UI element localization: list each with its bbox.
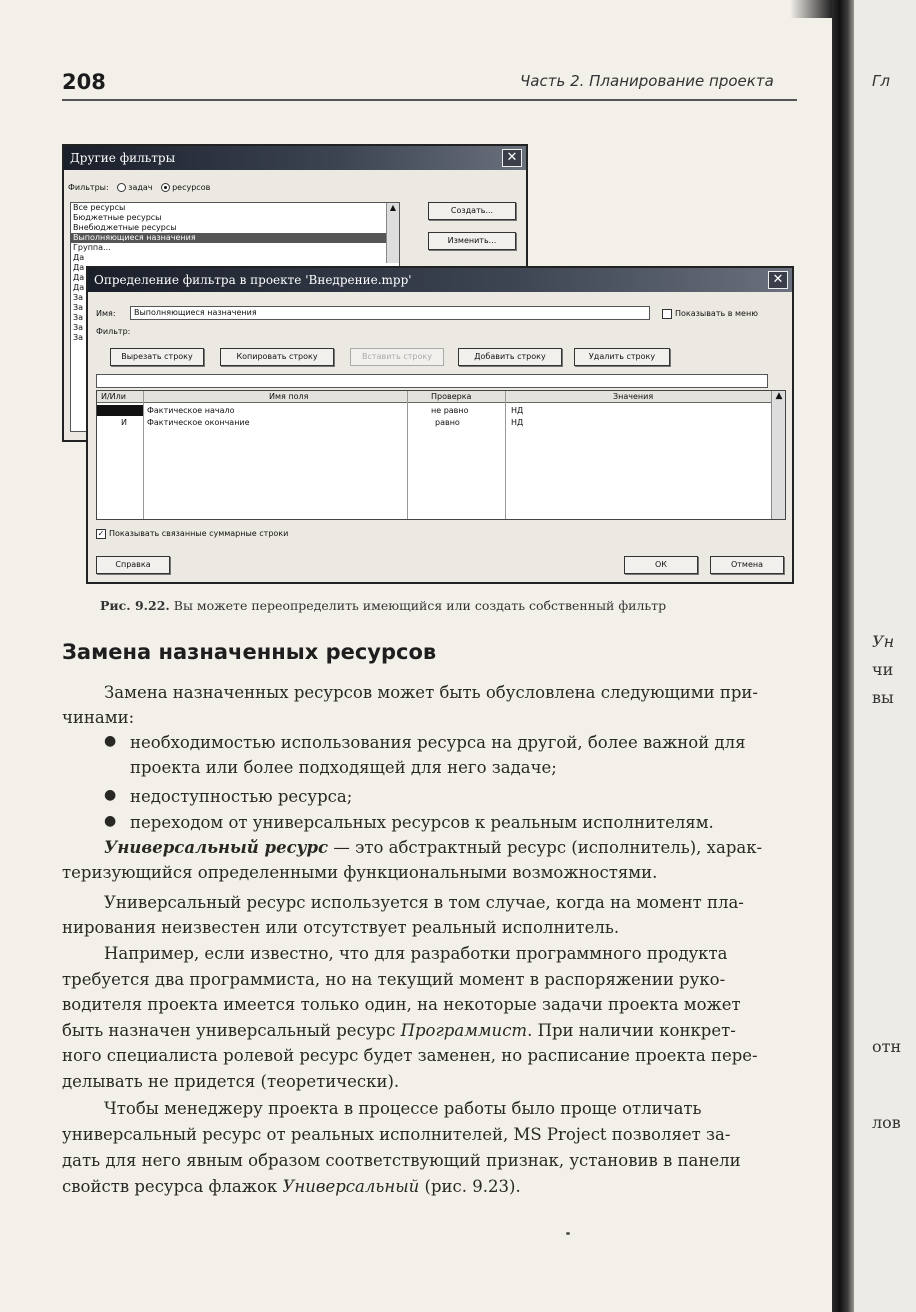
text-run: свойств ресурса флажок [62, 1177, 283, 1196]
radio-resources[interactable] [161, 183, 170, 192]
paragraph-line: требуется два программиста, но на текущий момент в распоряжении руко- [62, 970, 726, 989]
test-cell[interactable]: не равно [431, 406, 469, 415]
paragraph-line: Универсальный ресурс используется в том случае, когда на момент пла- [104, 893, 744, 912]
add-row-button[interactable]: Добавить строку [458, 348, 562, 366]
list-item[interactable]: Бюджетные ресурсы [73, 213, 162, 222]
list-item[interactable]: За [73, 333, 84, 342]
next-page-fragment: отн [872, 1037, 902, 1056]
field-cell[interactable]: Фактическое окончание [147, 418, 250, 427]
figure-number: Рис. 9.22. [100, 598, 170, 613]
paragraph-line: чинами: [62, 708, 135, 727]
name-label: Имя: [96, 309, 116, 318]
paragraph-line [62, 1021, 736, 1041]
list-item[interactable]: Да [73, 253, 85, 262]
field-cell[interactable]: Фактическое начало [147, 406, 235, 415]
table-row[interactable] [97, 417, 767, 428]
definition-text: — это абстрактный ресурс (исполнитель), харак- [328, 838, 763, 857]
next-page-fragment: лов [872, 1113, 901, 1132]
cell-edit-field[interactable] [96, 374, 768, 388]
section-title: Замена назначенных ресурсов [62, 640, 437, 664]
show-in-menu-label: Показывать в меню [675, 309, 758, 318]
dialog-title: Определение фильтра в проекте 'Внедрение.mpp' [88, 268, 792, 292]
bullet-icon: ● [104, 787, 117, 803]
list-item[interactable]: Да [73, 283, 85, 292]
close-icon[interactable]: ✕ [768, 271, 788, 289]
column-header-test: Проверка [431, 392, 472, 401]
create-button[interactable]: Создать... [428, 202, 516, 220]
paste-row-button[interactable]: Вставить строку [350, 348, 444, 366]
emphasis: Программист [400, 1021, 528, 1040]
list-item-line: необходимостью использования ресурса на другой, более важной для [130, 733, 746, 752]
list-item[interactable]: Да [73, 263, 85, 272]
column-header-value: Значения [613, 392, 654, 401]
print-speck [566, 1232, 570, 1235]
filter-label: Фильтр: [96, 327, 131, 336]
list-item-line: проекта или более подходящей для него задаче; [130, 758, 557, 777]
value-cell[interactable]: НД [511, 418, 524, 427]
list-item-selected[interactable]: Выполняющиеся назначения [71, 233, 399, 243]
show-summary-row [96, 528, 288, 539]
filter-criteria-table[interactable] [96, 390, 786, 520]
filter-name-field[interactable]: Выполняющиеся назначения [130, 306, 650, 320]
table-row[interactable] [97, 405, 767, 416]
paragraph-line: ного специалиста ролевой ресурс будет заменен, но расписание проекта пере- [62, 1046, 758, 1065]
paragraph-line: Например, если известно, что для разработки программного продукта [104, 944, 728, 963]
cut-row-button[interactable]: Вырезать строку [110, 348, 204, 366]
andor-cell[interactable]: И [121, 418, 127, 427]
ok-button[interactable]: ОК [624, 556, 698, 574]
paragraph-line [62, 1177, 521, 1197]
definition-term: Универсальный ресурс [104, 838, 329, 857]
copy-row-button[interactable]: Копировать строку [220, 348, 334, 366]
radio-tasks[interactable] [117, 183, 126, 192]
value-cell[interactable]: НД [511, 406, 524, 415]
dialog-title: Другие фильтры [64, 146, 526, 170]
delete-row-button[interactable]: Удалить строку [574, 348, 670, 366]
table-header [97, 391, 785, 403]
list-item[interactable]: За [73, 313, 84, 322]
show-in-menu-checkbox[interactable] [662, 309, 672, 319]
list-item[interactable]: Да [73, 273, 85, 282]
paragraph-line: дать для него явным образом соответствующий признак, установив в панели [62, 1151, 741, 1170]
filters-label: Фильтры: [68, 183, 109, 192]
text-run: быть назначен универсальный ресурс [62, 1021, 401, 1040]
paragraph-line: Замена назначенных ресурсов может быть обусловлена следующими при- [104, 683, 758, 702]
column-header-andor: И/Или [101, 392, 126, 401]
row-selector[interactable] [97, 405, 143, 416]
figure-caption [100, 598, 666, 613]
next-page-fragment: Ун [872, 632, 895, 651]
show-summary-checkbox[interactable]: ✓ [97, 528, 105, 538]
running-head: Часть 2. Планирование проекта [520, 72, 774, 90]
radio-resources-label: ресурсов [172, 183, 211, 192]
paragraph-line: универсальный ресурс от реальных исполнителей, MS Project позволяет за- [62, 1125, 731, 1144]
bullet-icon: ● [104, 813, 117, 829]
list-item[interactable]: За [73, 293, 84, 302]
list-item-line: недоступностью ресурса; [130, 787, 353, 806]
text-run: . При наличии конкрет- [527, 1021, 736, 1040]
show-in-menu-row [662, 308, 758, 319]
paragraph-line: водителя проекта имеется только один, на некоторые задачи проекта может [62, 995, 741, 1014]
column-header-field: Имя поля [269, 392, 309, 401]
page-number: 208 [62, 70, 106, 94]
next-page-edge [854, 0, 916, 1312]
edit-button[interactable]: Изменить... [428, 232, 516, 250]
paragraph-line: Чтобы менеджеру проекта в процессе работы было проще отличать [104, 1099, 702, 1118]
figure-caption-text: Вы можете переопределить имеющийся или создать собственный фильтр [173, 598, 667, 613]
list-item[interactable]: Группа... [73, 243, 111, 252]
list-item[interactable]: Все ресурсы [73, 203, 126, 212]
list-item[interactable]: Внебюджетные ресурсы [73, 223, 177, 232]
help-button[interactable]: Справка [96, 556, 170, 574]
paragraph-line: теризующийся определенными функциональными возможностями. [62, 863, 658, 882]
list-item[interactable]: За [73, 303, 84, 312]
radio-tasks-label: задач [128, 183, 153, 192]
list-item-line: переходом от универсальных ресурсов к реальным исполнителям. [130, 813, 714, 832]
cancel-button[interactable]: Отмена [710, 556, 784, 574]
list-item[interactable]: За [73, 323, 84, 332]
filter-definition-dialog [86, 266, 794, 584]
definition-line [104, 838, 762, 858]
table-scrollbar[interactable]: ▲ [771, 391, 786, 519]
header-rule [62, 99, 797, 101]
filter-type-row [68, 182, 210, 193]
next-page-fragment: чи [872, 660, 894, 679]
show-summary-label: Показывать связанные суммарные строки [109, 529, 289, 538]
book-gutter [832, 0, 854, 1312]
test-cell[interactable]: равно [435, 418, 460, 427]
emphasis: Универсальный [282, 1177, 420, 1196]
paragraph-line: делывать не придется (теоретически). [62, 1072, 400, 1091]
list-scrollbar[interactable]: ▲ [386, 203, 399, 263]
next-page-head: Гл [872, 72, 890, 90]
next-page-fragment: вы [872, 688, 894, 707]
bullet-icon: ● [104, 733, 117, 749]
close-icon[interactable]: ✕ [502, 149, 522, 167]
text-run: (рис. 9.23). [419, 1177, 521, 1196]
paragraph-line: нирования неизвестен или отсутствует реальный исполнитель. [62, 918, 620, 937]
